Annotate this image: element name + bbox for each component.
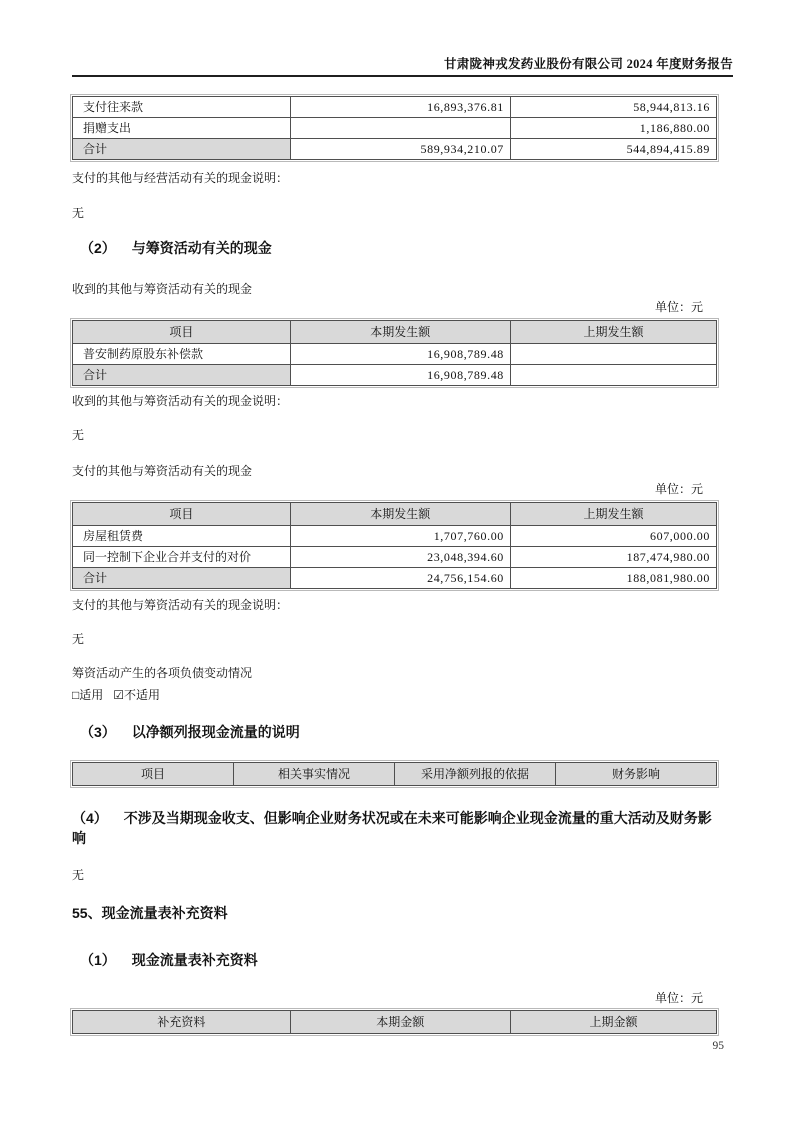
table-header-row xyxy=(73,763,717,786)
value-cell: 24,756,154.60 xyxy=(290,568,510,589)
none-text: 无 xyxy=(72,428,85,442)
value-cell: 188,081,980.00 xyxy=(510,568,716,589)
item-cell: 同一控制下企业合并支付的对价 xyxy=(73,547,291,568)
value-cell: 589,934,210.07 xyxy=(290,139,510,160)
item-cell: 支付往来款 xyxy=(73,97,291,118)
column-header: 上期发生额 xyxy=(510,503,716,526)
value-cell: 23,048,394.60 xyxy=(290,547,510,568)
section-4-number: （4） xyxy=(72,810,108,826)
section-4-title: 不涉及当期现金收支、但影响企业财务状况或在未来可能影响企业现金流量的重大活动及财务影响 xyxy=(72,810,712,846)
net-presentation-table xyxy=(72,762,717,786)
unit-label: 单位：元 xyxy=(654,991,703,1005)
column-header: 本期发生额 xyxy=(290,321,510,344)
debt-changes-label: 筹资活动产生的各项负债变动情况 xyxy=(72,666,253,680)
section-4-heading xyxy=(72,808,722,848)
report-header-title: 甘肃陇神戎发药业股份有限公司 2024 年度财务报告 xyxy=(443,57,733,71)
value-cell: 544,894,415.89 xyxy=(510,139,716,160)
page-number: 95 xyxy=(712,1040,724,1052)
none-text: 无 xyxy=(72,632,85,646)
item-cell: 合计 xyxy=(73,139,291,160)
column-header: 上期金额 xyxy=(510,1011,716,1034)
table-row xyxy=(73,118,717,139)
unit-label: 单位：元 xyxy=(654,482,703,496)
other-operating-payments-table xyxy=(72,96,717,160)
value-cell xyxy=(510,365,716,386)
column-header: 项目 xyxy=(73,321,291,344)
header-rule xyxy=(72,75,733,77)
value-cell: 1,186,880.00 xyxy=(510,118,716,139)
table-row xyxy=(73,344,717,365)
item-cell: 房屋租赁费 xyxy=(73,526,291,547)
section-3-title: 以净额列报现金流量的说明 xyxy=(131,724,300,740)
value-cell xyxy=(290,118,510,139)
value-cell: 187,474,980.00 xyxy=(510,547,716,568)
item-cell: 合计 xyxy=(73,365,291,386)
table-row xyxy=(73,526,717,547)
section-2-title: 与筹资活动有关的现金 xyxy=(131,240,272,256)
column-header: 本期发生额 xyxy=(290,503,510,526)
table-header-row xyxy=(73,321,717,344)
column-header: 项目 xyxy=(73,503,291,526)
section-3-number: （3） xyxy=(80,724,116,740)
section-2-heading xyxy=(72,238,722,258)
other-financing-payments-table xyxy=(72,502,717,589)
value-cell: 16,893,376.81 xyxy=(290,97,510,118)
section-55-1-number: （1） xyxy=(80,952,116,968)
total-row xyxy=(73,365,717,386)
applicable-checkbox-unchecked: □适用 xyxy=(72,688,104,702)
value-cell: 1,707,760.00 xyxy=(290,526,510,547)
value-cell: 607,000.00 xyxy=(510,526,716,547)
column-header: 采用净额列报的依据 xyxy=(395,763,556,786)
unit-label: 单位：元 xyxy=(654,300,703,314)
total-row xyxy=(73,139,717,160)
column-header: 相关事实情况 xyxy=(234,763,395,786)
table-row xyxy=(73,97,717,118)
table-header-row xyxy=(73,503,717,526)
received-financing-label: 收到的其他与筹资活动有关的现金 xyxy=(72,282,253,296)
value-cell: 16,908,789.48 xyxy=(290,365,510,386)
paid-note-label: 支付的其他与筹资活动有关的现金说明： xyxy=(72,598,289,612)
section-2-number: （2） xyxy=(80,240,116,256)
table-header-row xyxy=(73,1011,717,1034)
item-cell: 合计 xyxy=(73,568,291,589)
not-applicable-checkbox-checked: ☑不适用 xyxy=(113,688,161,702)
item-cell: 普安制药原股东补偿款 xyxy=(73,344,291,365)
received-note-label: 收到的其他与筹资活动有关的现金说明： xyxy=(72,394,289,408)
none-text: 无 xyxy=(72,868,85,882)
value-cell: 58,944,813.16 xyxy=(510,97,716,118)
table-row xyxy=(73,547,717,568)
total-row xyxy=(73,568,717,589)
column-header: 项目 xyxy=(73,763,234,786)
column-header: 补充资料 xyxy=(73,1011,291,1034)
value-cell xyxy=(510,344,716,365)
column-header: 上期发生额 xyxy=(510,321,716,344)
supplementary-info-table xyxy=(72,1010,717,1034)
section-55-1-heading xyxy=(72,950,722,970)
applicability-line xyxy=(72,688,733,703)
section-55-heading: 55、现金流量表补充资料 xyxy=(72,905,228,921)
paid-financing-label: 支付的其他与筹资活动有关的现金 xyxy=(72,464,253,478)
none-text: 无 xyxy=(72,206,85,220)
operating-note-label: 支付的其他与经营活动有关的现金说明： xyxy=(72,171,289,185)
column-header: 财务影响 xyxy=(556,763,717,786)
section-3-heading xyxy=(72,722,722,742)
section-55-1-title: 现金流量表补充资料 xyxy=(131,952,258,968)
item-cell: 捐赠支出 xyxy=(73,118,291,139)
value-cell: 16,908,789.48 xyxy=(290,344,510,365)
other-financing-receipts-table xyxy=(72,320,717,386)
column-header: 本期金额 xyxy=(290,1011,510,1034)
